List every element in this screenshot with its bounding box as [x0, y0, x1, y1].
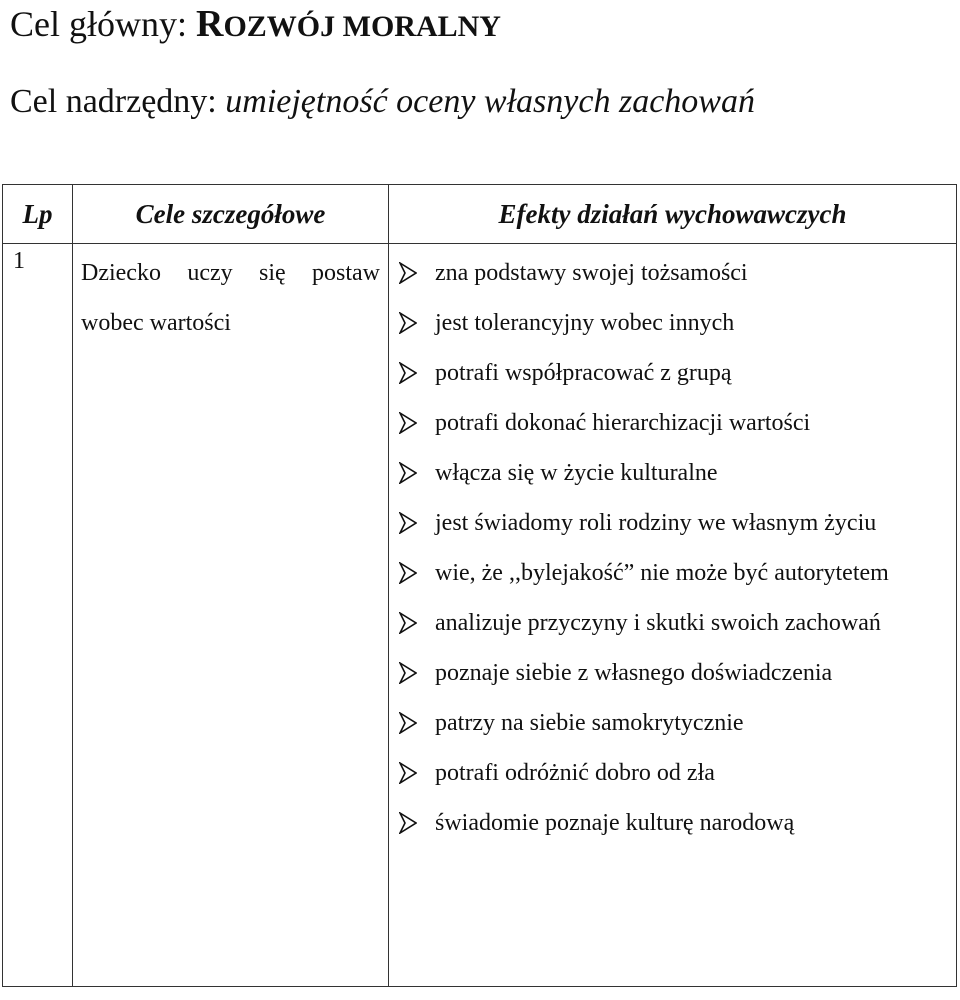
arrowhead-bullet-icon — [399, 312, 417, 334]
arrowhead-bullet-icon — [399, 662, 417, 684]
row-number: 1 — [3, 244, 73, 987]
main-goal-value: OZWÓJ MORALNY — [223, 10, 501, 43]
arrowhead-bullet-icon — [399, 612, 417, 634]
arrowhead-bullet-icon — [399, 812, 417, 834]
list-item — [399, 298, 948, 348]
secondary-goal-heading — [10, 80, 755, 124]
list-item — [399, 548, 948, 598]
list-item — [399, 498, 948, 548]
effect-text: wie, że ,,bylejakość” nie może być autorytetem — [435, 560, 889, 586]
main-goal-initial: R — [196, 3, 224, 45]
list-item — [399, 348, 948, 398]
goals-table — [2, 184, 957, 987]
specific-goal-cell — [73, 244, 389, 987]
effect-text: włącza się w życie kulturalne — [435, 460, 718, 486]
main-goal-heading — [10, 2, 501, 49]
effect-text: patrzy na siebie samokrytycznie — [435, 710, 744, 736]
effects-list — [389, 244, 956, 848]
effect-text: analizuje przyczyny i skutki swoich zachowań — [435, 610, 881, 636]
effect-text: jest tolerancyjny wobec innych — [435, 310, 735, 336]
specific-goal-line: Dziecko uczy się postaw — [81, 260, 380, 286]
header-effects: Efekty działań wychowawczych — [389, 185, 957, 244]
effect-text: jest świadomy roli rodziny we własnym życiu — [435, 510, 877, 536]
specific-goal-line: wobec wartości — [81, 310, 231, 336]
arrowhead-bullet-icon — [399, 762, 417, 784]
table-header-row — [3, 185, 957, 244]
list-item — [399, 248, 948, 298]
header-specific-goals: Cele szczegółowe — [73, 185, 389, 244]
arrowhead-bullet-icon — [399, 462, 417, 484]
arrowhead-bullet-icon — [399, 362, 417, 384]
arrowhead-bullet-icon — [399, 262, 417, 284]
list-item — [399, 598, 948, 648]
list-item — [399, 798, 948, 848]
secondary-goal-value: umiejętność oceny własnych zachowań — [225, 83, 755, 120]
main-goal-label: Cel główny: — [10, 4, 196, 44]
effect-text: potrafi dokonać hierarchizacji wartości — [435, 410, 811, 436]
list-item — [399, 398, 948, 448]
list-item — [399, 448, 948, 498]
arrowhead-bullet-icon — [399, 712, 417, 734]
list-item — [399, 648, 948, 698]
effect-text: potrafi współpracować z grupą — [435, 360, 732, 386]
header-lp: Lp — [3, 185, 73, 244]
list-item — [399, 748, 948, 798]
arrowhead-bullet-icon — [399, 562, 417, 584]
effects-cell — [389, 244, 957, 987]
arrowhead-bullet-icon — [399, 512, 417, 534]
effect-text: poznaje siebie z własnego doświadczenia — [435, 660, 833, 686]
effect-text: świadomie poznaje kulturę narodową — [435, 810, 795, 836]
effect-text: potrafi odróżnić dobro od zła — [435, 760, 715, 786]
arrowhead-bullet-icon — [399, 412, 417, 434]
secondary-goal-label: Cel nadrzędny: — [10, 83, 226, 120]
list-item — [399, 698, 948, 748]
table-row — [3, 244, 957, 987]
effect-text: zna podstawy swojej tożsamości — [435, 260, 748, 286]
